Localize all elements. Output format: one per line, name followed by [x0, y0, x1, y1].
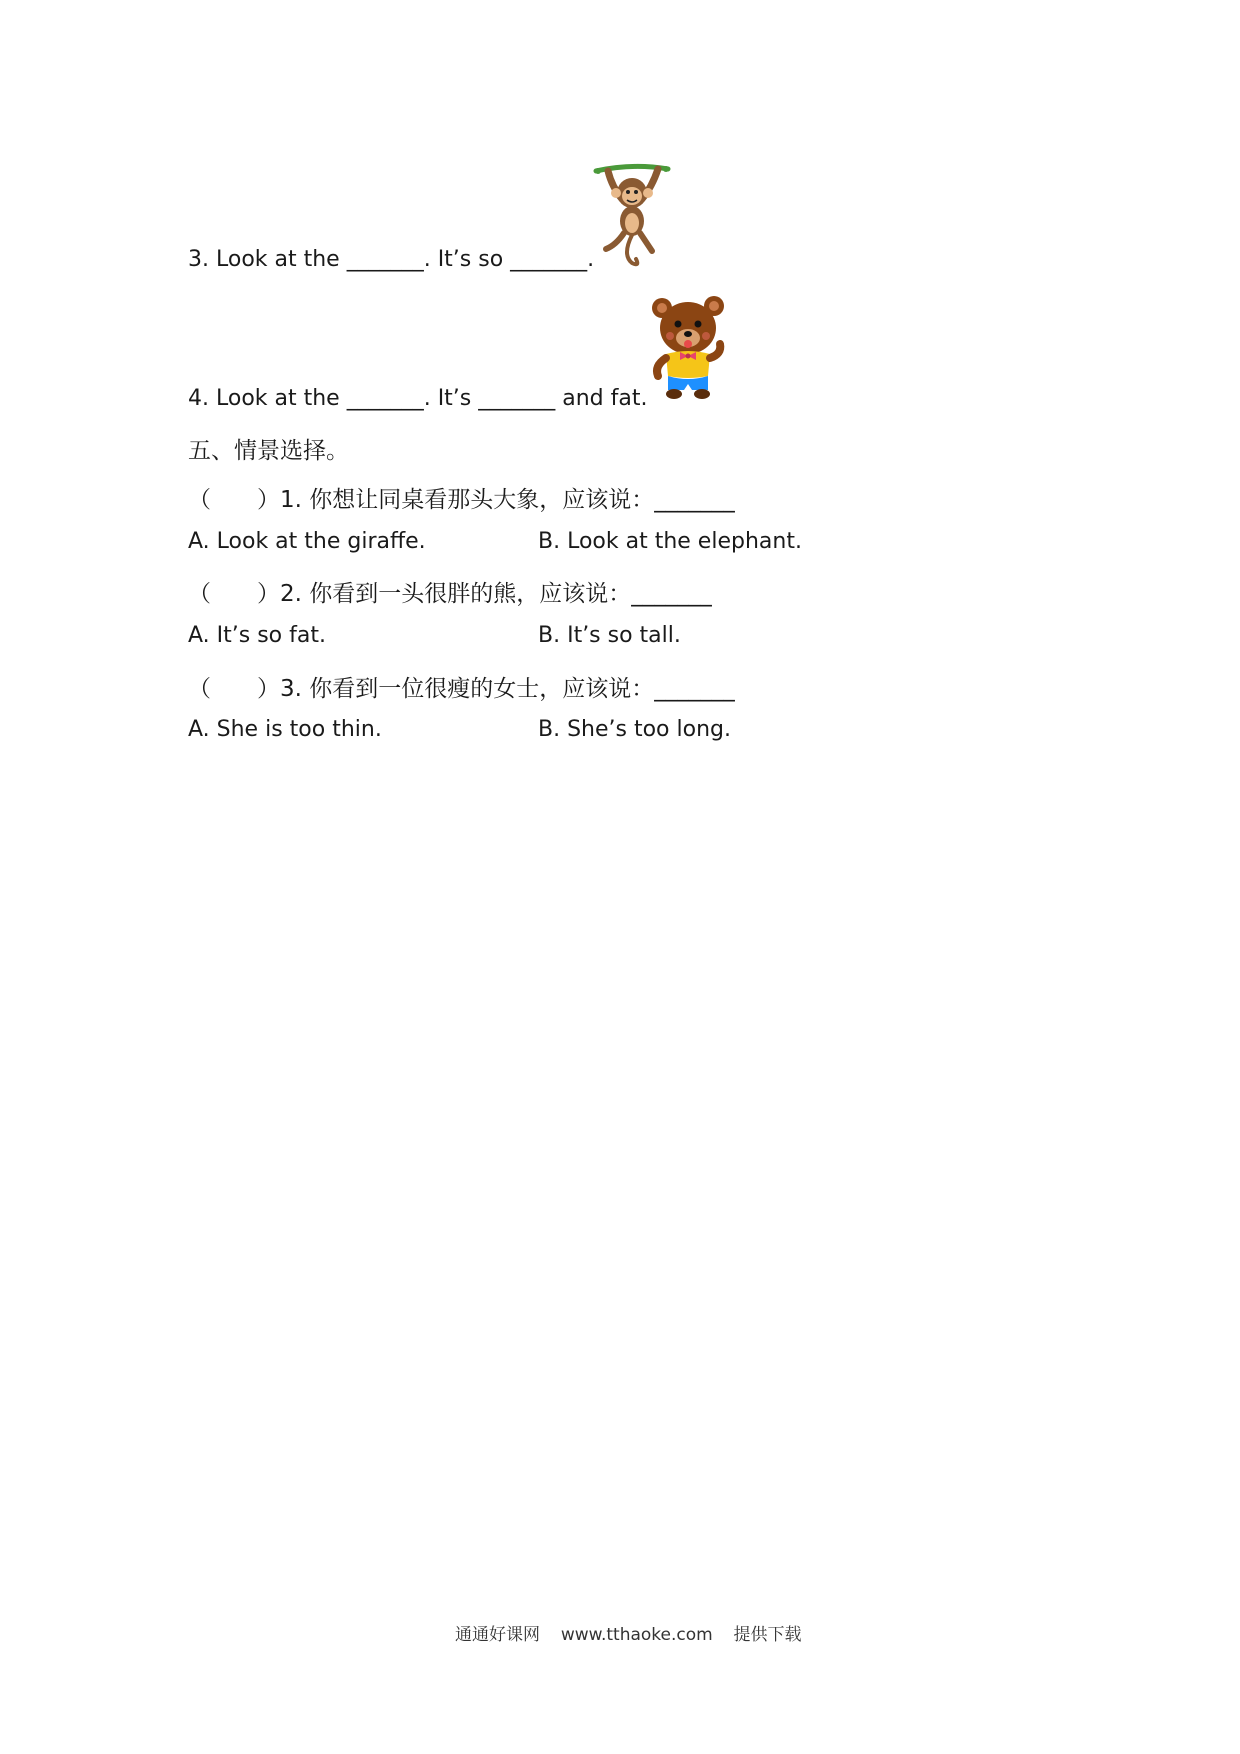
footer-url[interactable]: www.tthaoke.com	[560, 1625, 713, 1645]
scenario-question-2: （ ）2. 你看到一头很胖的熊，应该说：_______	[188, 581, 712, 607]
scenario-question-3: （ ）3. 你看到一位很瘦的女士，应该说：_______	[188, 676, 735, 702]
scenario-question-1: （ ）1. 你想让同桌看那头大象，应该说：_______	[188, 487, 735, 513]
question-3-option-b: B. She’s too long.	[538, 717, 731, 742]
question-2-option-a: A. It’s so fat.	[188, 623, 326, 648]
section-heading: 五、情景选择。	[188, 438, 349, 464]
bear-picture	[648, 292, 728, 404]
question-1-option-b: B. Look at the elephant.	[538, 529, 802, 554]
footer-suffix: 提供下载	[733, 1625, 802, 1645]
question-1-option-a: A. Look at the giraffe.	[188, 529, 426, 554]
footer-site-name: 通通好课网	[455, 1625, 540, 1645]
fill-in-question-3: 3. Look at the _______. It’s so _______.	[188, 247, 595, 272]
footer	[455, 1620, 802, 1645]
question-3-option-a: A. She is too thin.	[188, 717, 382, 742]
fill-in-question-4: 4. Look at the _______. It’s _______ and fat.	[188, 386, 648, 411]
monkey-picture	[592, 155, 672, 271]
question-2-option-b: B. It’s so tall.	[538, 623, 681, 648]
